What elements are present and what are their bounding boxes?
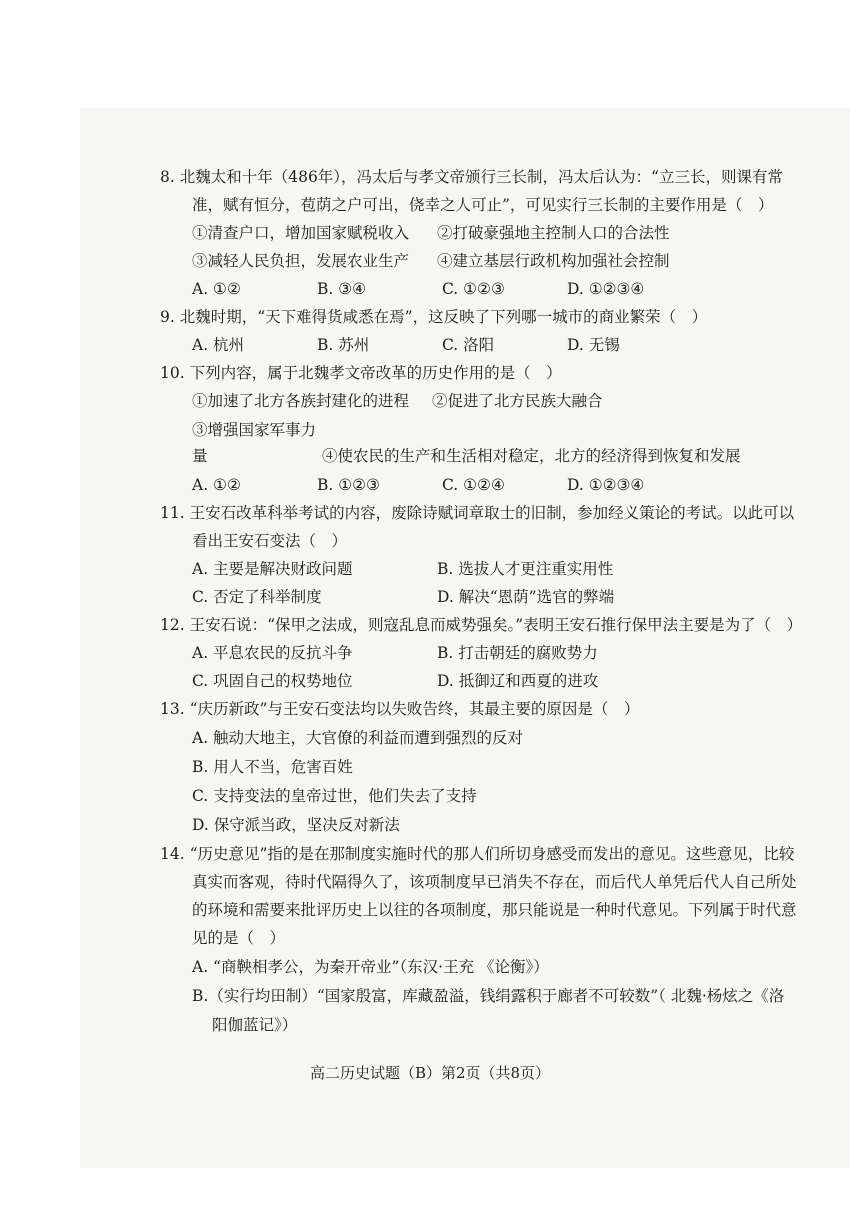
q11-option-b: B. 选拔人才更注重实用性 [437,560,614,578]
q14-stem-line3: 的环境和需要来批评历史上以往的各项制度，那只能说是一种时代意见。下列属于时代意 [192,901,797,919]
q10-stem: 10. 下列内容，属于北魏孝文帝改革的历史作用的是（ ） [160,364,562,382]
q8-items-row1 [160,220,800,246]
q10-item-4: ④使农民的生产和生活相对稳定，北方的经济得到恢复和发展 [321,447,741,465]
q8-item-2: ②打破豪强地主控制人口的合法性 [437,224,670,242]
question-13 [160,696,800,838]
q9-option-c: C. 洛阳 [442,336,495,354]
q9-option-b: B. 苏州 [317,336,370,354]
q11-stem-line1: 11. 王安石改革科举考试的内容，废除诗赋词章取士的旧制，参加经义策论的考试。以此可以 [160,504,795,522]
q10-option-b: B. ①②③ [317,476,380,494]
q10-option-a: A. ①② [192,476,241,494]
q8-item-1: ①清查户口，增加国家赋税收入 [192,224,410,242]
q13-option-a: A. 触动大地主，大官僚的利益而遭到强烈的反对 [192,729,524,747]
q12-option-a: A. 平息农民的反抗斗争 [192,644,353,662]
q14-option-b-line2: 阳伽蓝记》） [212,1016,298,1034]
q10-items-row1 [160,388,800,414]
question-9 [160,304,800,358]
q12-options-row1 [160,640,800,666]
q13-option-d: D. 保守派当政，坚决反对新法 [192,816,400,834]
q9-option-d: D. 无锡 [567,336,620,354]
q10-item-2: ②促进了北方民族大融合 [432,392,603,410]
q12-stem: 12. 王安石说：“保甲之法成，则寇乱息而威势强矣。”表明王安石推行保甲法主要是为了（ ） [160,616,803,634]
q8-option-d: D. ①②③④ [567,280,645,298]
q10-options [160,472,800,498]
q8-option-c: C. ①②③ [442,280,505,298]
q8-option-a: A. ①② [192,280,241,298]
q11-stem-line2: 看出王安石变法（ ） [192,532,348,550]
question-11 [160,500,800,610]
q10-option-d: D. ①②③④ [567,476,645,494]
q12-option-c: C. 巩固自己的权势地位 [192,672,353,690]
q14-stem-line1: 14. “历史意见”指的是在那制度实施时代的那人们所切身感受而发出的意见。这些意见，比较 [160,845,795,863]
question-8 [160,164,800,302]
q10-items-row2 [160,417,800,469]
q10-item-1: ①加速了北方各族封建化的进程 [192,392,410,410]
q8-stem-line1: 8. 北魏太和十年（486年），冯太后与孝文帝颁行三长制，冯太后认为：“立三长，则课有常 [160,168,783,186]
q9-option-a: A. 杭州 [192,336,245,354]
q14-stem-line2: 真实而客观，待时代隔得久了，该项制度早已消失不存在，而后代人单凭后代人自己所处 [192,873,797,891]
q13-stem: 13. “庆历新政”与王安石变法均以失败告终，其最主要的原因是（ ） [160,700,640,718]
q8-items-row2 [160,248,800,274]
q8-option-b: B. ③④ [317,280,367,298]
q8-options [160,276,800,302]
q12-option-b: B. 打击朝廷的腐败势力 [437,644,598,662]
q10-option-c: C. ①②④ [442,476,505,494]
q11-options-row1 [160,556,800,582]
exam-content [160,162,803,1041]
q14-option-b-line1: B.（实行均田制）“国家殷富，库藏盈溢，钱绢露积于廊者不可较数”（ 北魏·杨炫之《洛 [192,987,785,1005]
question-10 [160,360,800,498]
question-12 [160,612,803,694]
q8-item-3: ③减轻人民负担，发展农业生产 [192,252,410,270]
q9-stem: 9. 北魏时期，“天下难得货咸悉在焉”，这反映了下列哪一城市的商业繁荣（ ） [160,308,708,326]
q11-option-a: A. 主要是解决财政问题 [192,560,353,578]
q10-item-3: ③增强国家军事力量 [192,421,317,465]
q8-item-4: ④建立基层行政机构加强社会控制 [437,252,670,270]
q8-stem-line2: 准，赋有恒分，苞荫之户可出，侥幸之人可止”，可见实行三长制的主要作用是（ ） [192,196,774,214]
q13-option-b: B. 用人不当，危害百姓 [192,758,353,776]
q11-option-d: D. 解决“恩荫”选官的弊端 [437,588,615,606]
q13-option-c: C. 支持变法的皇帝过世，他们失去了支持 [192,787,477,805]
q9-options [160,332,800,358]
question-14 [160,841,800,1038]
page-footer: 高二历史试题（B）第2页（共8页） [309,1064,551,1082]
q11-options-row2 [160,584,800,610]
q12-option-d: D. 抵御辽和西夏的进攻 [437,672,599,690]
q14-stem-line4: 见的是（ ） [192,929,286,947]
q11-option-c: C. 否定了科举制度 [192,588,322,606]
q12-options-row2 [160,668,800,694]
q14-option-a: A. “商鞅相孝公，为秦开帝业”（东汉·王充 《论衡》） [192,958,549,976]
